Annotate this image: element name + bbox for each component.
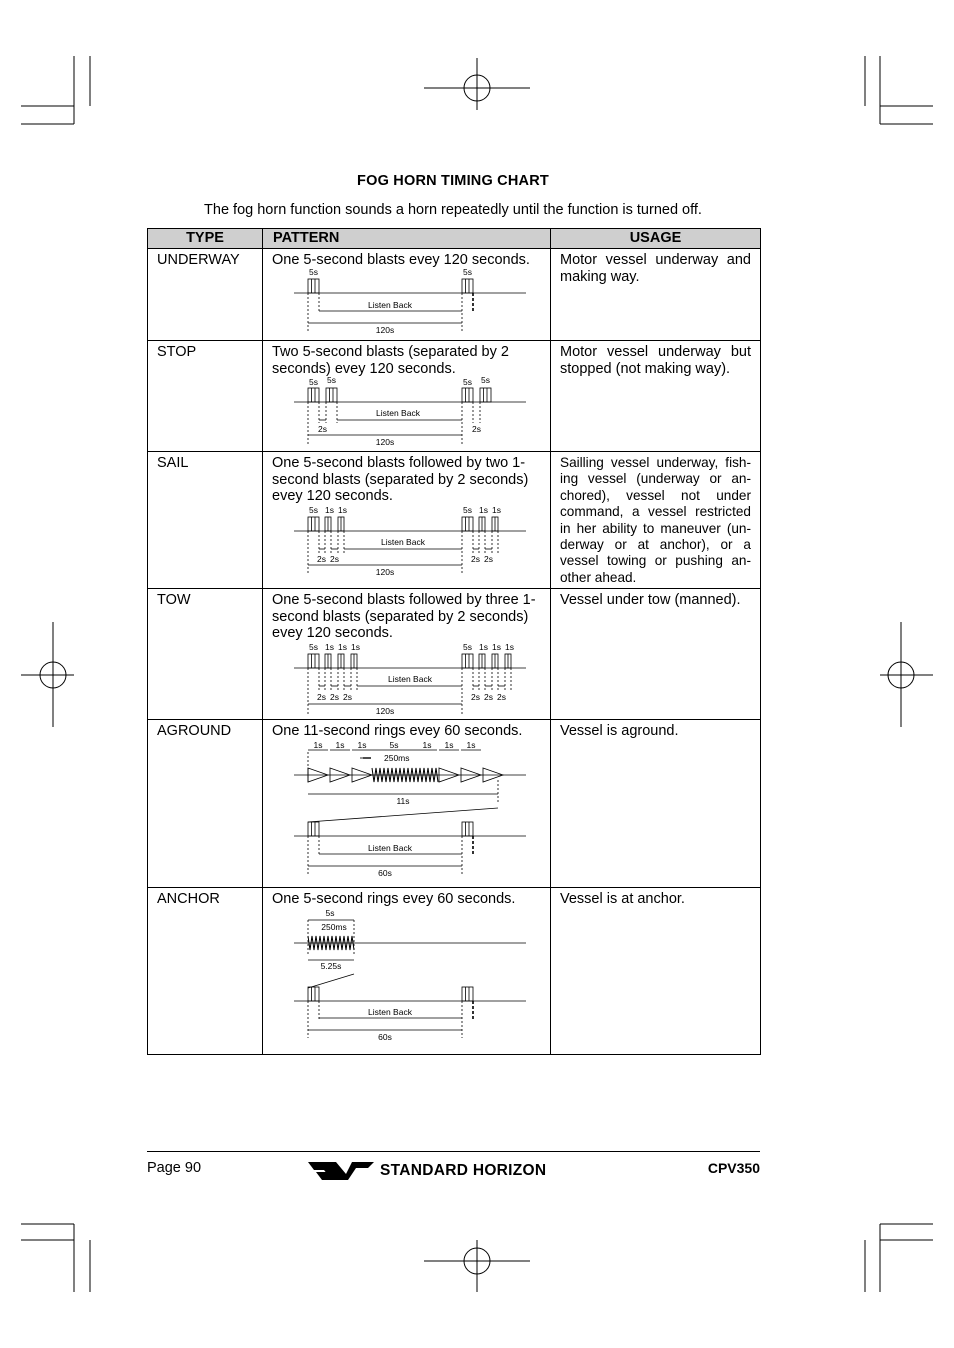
short-blast-label: 1s <box>492 641 501 652</box>
listen-back-label: Listen Back <box>368 842 412 853</box>
page-number: Page 90 <box>147 1160 202 1176</box>
cycle-label: 60s <box>378 867 392 878</box>
gap-label: 2s <box>471 691 480 702</box>
pattern-text: One 5-second blasts followed by three 1-second blasts (separated by 2 seconds) evey 120 seconds. <box>272 592 536 642</box>
header-usage: USAGE <box>551 229 761 249</box>
pattern-text: One 11-second rings evey 60 seconds. <box>272 723 523 740</box>
one-second-label: 1s <box>357 739 367 750</box>
pattern-cell <box>263 249 551 341</box>
tow-diagram <box>272 641 542 716</box>
listen-back-label: Listen Back <box>388 673 432 684</box>
one-second-label: 1s <box>335 739 345 750</box>
cycle-label: 60s <box>378 1031 392 1042</box>
total-duration-label: 5.25s <box>320 960 342 971</box>
short-blast-label: 1s <box>338 641 347 652</box>
brand-mark-icon <box>306 1160 376 1182</box>
short-blast-label: 1s <box>325 504 334 515</box>
table-header-row <box>148 229 761 249</box>
listen-back-label: Listen Back <box>368 299 412 310</box>
short-blast-label: 1s <box>325 641 334 652</box>
page-title: FOG HORN TIMING CHART <box>357 173 549 189</box>
five-second-label: 5s <box>325 907 335 918</box>
five-second-label: 5s <box>389 739 399 750</box>
listen-back-label: Listen Back <box>368 1006 412 1017</box>
table-row <box>148 249 761 341</box>
type-cell: ANCHOR <box>148 888 263 1055</box>
blast-label: 5s <box>481 375 490 385</box>
short-blast-label: 1s <box>351 641 360 652</box>
one-second-label: 1s <box>444 739 454 750</box>
blast-label: 5s <box>309 641 318 652</box>
fog-horn-table <box>147 228 761 1055</box>
gap-label: 2s <box>318 424 327 434</box>
usage-cell: Motor vessel underway and making way. <box>551 249 761 341</box>
one-second-label: 1s <box>422 739 432 750</box>
listen-back-label: Listen Back <box>376 408 420 418</box>
table-row <box>148 720 761 888</box>
blast-label: 5s <box>327 375 336 385</box>
gap-label: 2s <box>472 424 481 434</box>
usage-cell: Vessel is at anchor. <box>551 888 761 1055</box>
pattern-text: Two 5-second blasts (separated by 2 seconds) evey 120 seconds. <box>272 344 509 377</box>
gap-label: 2s <box>317 553 326 564</box>
blast-label: 5s <box>463 504 472 515</box>
cycle-label: 120s <box>375 324 395 335</box>
pattern-cell <box>263 589 551 720</box>
header-pattern: PATTERN <box>263 229 551 249</box>
gap-label: 2s <box>484 553 493 564</box>
table-row <box>148 589 761 720</box>
table-row <box>148 341 761 452</box>
gap-label: 2s <box>330 553 339 564</box>
table-row <box>148 888 761 1055</box>
short-blast-label: 1s <box>479 641 488 652</box>
one-second-label: 1s <box>313 739 323 750</box>
model-name: CPV350 <box>707 1160 760 1176</box>
gap-label: 2s <box>484 691 493 702</box>
underway-diagram <box>272 266 542 337</box>
short-blast-label: 1s <box>479 504 488 515</box>
short-blast-label: 1s <box>492 504 501 515</box>
pattern-cell <box>263 341 551 452</box>
ring-interval-label: 250ms <box>321 921 347 932</box>
blast-label: 5s <box>309 504 318 515</box>
type-cell: TOW <box>148 589 263 720</box>
anchor-diagram <box>272 907 542 1048</box>
listen-back-label: Listen Back <box>381 536 425 547</box>
stop-diagram <box>272 375 542 449</box>
brand-name: STANDARD HORIZON <box>380 1162 547 1179</box>
pattern-text: One 5-second blasts followed by two 1-second blasts (separated by 2 seconds) evey 120 seconds. <box>272 455 529 504</box>
usage-cell: Vessel is aground. <box>551 720 761 888</box>
gap-label: 2s <box>497 691 506 702</box>
footer-rule <box>147 1151 760 1152</box>
cycle-label: 120s <box>375 566 395 577</box>
blast-label: 5s <box>463 641 472 652</box>
pattern-cell <box>263 720 551 888</box>
gap-label: 2s <box>471 553 480 564</box>
pattern-cell <box>263 452 551 589</box>
type-cell: UNDERWAY <box>148 249 263 341</box>
blast-label: 5s <box>309 377 318 387</box>
aground-diagram <box>272 739 542 882</box>
pattern-text: One 5-second blasts evey 120 seconds. <box>272 252 530 268</box>
gap-label: 2s <box>317 691 326 702</box>
gap-label: 2s <box>330 691 339 702</box>
usage-cell: Vessel under tow (manned). <box>551 589 761 720</box>
blast-label: 5s <box>463 377 472 387</box>
cycle-label: 120s <box>375 705 395 716</box>
cycle-label: 120s <box>375 437 395 447</box>
usage-cell: Motor vessel underway but stopped (not making way). <box>551 341 761 452</box>
header-type: TYPE <box>148 229 263 249</box>
table-row <box>148 452 761 589</box>
ring-interval-label: 250ms <box>384 752 410 763</box>
type-cell: SAIL <box>148 452 263 589</box>
one-second-label: 1s <box>466 739 476 750</box>
intro-text: The fog horn function sounds a horn repeatedly until the function is turned off. <box>204 202 702 218</box>
brand-logo <box>306 1160 606 1182</box>
gap-label: 2s <box>343 691 352 702</box>
blast-label: 5s <box>309 266 318 277</box>
usage-cell: Sailling vessel underway, fish-ing vessel (underway or an-chored), vessel not under command, a vessel restricted in her ability to maneuver (un-derway or at anchor), or a vessel towing or pushing an-other ahead. <box>551 452 761 589</box>
short-blast-label: 1s <box>505 641 514 652</box>
blast-label: 5s <box>463 266 472 277</box>
pattern-text: One 5-second rings evey 60 seconds. <box>272 891 516 908</box>
type-cell: STOP <box>148 341 263 452</box>
type-cell: AGROUND <box>148 720 263 888</box>
total-duration-label: 11s <box>396 795 410 806</box>
sail-diagram <box>272 504 542 577</box>
short-blast-label: 1s <box>338 504 347 515</box>
pattern-cell <box>263 888 551 1055</box>
